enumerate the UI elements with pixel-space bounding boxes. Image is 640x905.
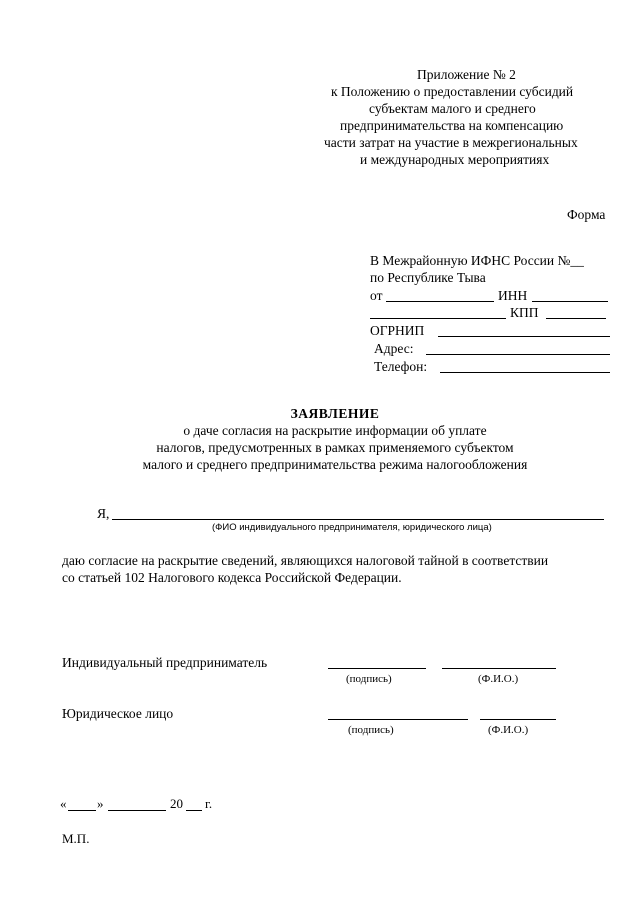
legal-label: Юридическое лицо (62, 706, 174, 721)
kpp-label: КПП (510, 305, 539, 320)
from-field-continued[interactable] (370, 318, 506, 319)
name-hint: (Ф.И.О.) (488, 724, 529, 736)
appendix-line: части затрат на участие в межрегиональных (324, 135, 578, 150)
phone-label: Телефон: (374, 359, 428, 374)
stamp-label: М.П. (62, 831, 90, 846)
date-year-suffix: г. (205, 796, 213, 811)
addressee-line: по Республике Тыва (370, 270, 486, 285)
phone-field[interactable] (440, 372, 610, 373)
individual-label: Индивидуальный предприниматель (62, 655, 268, 670)
address-field[interactable] (426, 354, 610, 355)
from-label: от (370, 288, 383, 303)
individual-name-field[interactable] (442, 668, 556, 669)
subtitle-line: налогов, предусмотренных в рамках применяемого субъектом (156, 440, 514, 455)
date-month-field[interactable] (108, 810, 166, 811)
date-year-prefix: 20 (170, 796, 183, 811)
sign-hint: (подпись) (348, 724, 394, 736)
legal-signature-field[interactable] (328, 719, 468, 720)
address-label: Адрес: (374, 341, 414, 356)
inn-field[interactable] (532, 301, 608, 302)
appendix-line: и международных мероприятиях (360, 152, 550, 167)
appendix-line: субъектам малого и среднего (369, 101, 536, 116)
name-hint: (Ф.И.О.) (478, 673, 519, 685)
declarant-prefix: Я, (97, 506, 110, 521)
subtitle-line: малого и среднего предпринимательства режима налогообложения (142, 457, 528, 472)
sign-hint: (подпись) (346, 673, 392, 685)
legal-name-field[interactable] (480, 719, 556, 720)
date-open-quote: « (60, 796, 67, 811)
appendix-line: к Положению о предоставлении субсидий (331, 84, 574, 99)
date-year-field[interactable] (186, 810, 202, 811)
form-label: Форма (567, 207, 606, 222)
date-day-field[interactable] (68, 810, 96, 811)
inn-label: ИНН (498, 288, 528, 303)
appendix-number: Приложение № 2 (417, 67, 516, 82)
declarant-name-field[interactable] (112, 519, 604, 520)
date-close-quote: » (97, 796, 104, 811)
consent-line: даю согласие на раскрытие сведений, являющихся налоговой тайной в соответствии (62, 553, 549, 568)
from-field[interactable] (386, 301, 494, 302)
addressee-line: В Межрайонную ИФНС России №__ (370, 253, 584, 268)
appendix-line: предпринимательства на компенсацию (340, 118, 564, 133)
declarant-hint: (ФИО индивидуального предпринимателя, юридического лица) (212, 522, 492, 533)
subtitle-line: о даче согласия на раскрытие информации об уплате (183, 423, 487, 438)
ogrnip-label: ОГРНИП (370, 323, 425, 338)
consent-line: со статьей 102 Налогового кодекса Российской Федерации. (62, 570, 402, 585)
kpp-field[interactable] (546, 318, 606, 319)
document-title: ЗАЯВЛЕНИЕ (290, 406, 380, 421)
ogrnip-field[interactable] (438, 336, 610, 337)
individual-signature-field[interactable] (328, 668, 426, 669)
